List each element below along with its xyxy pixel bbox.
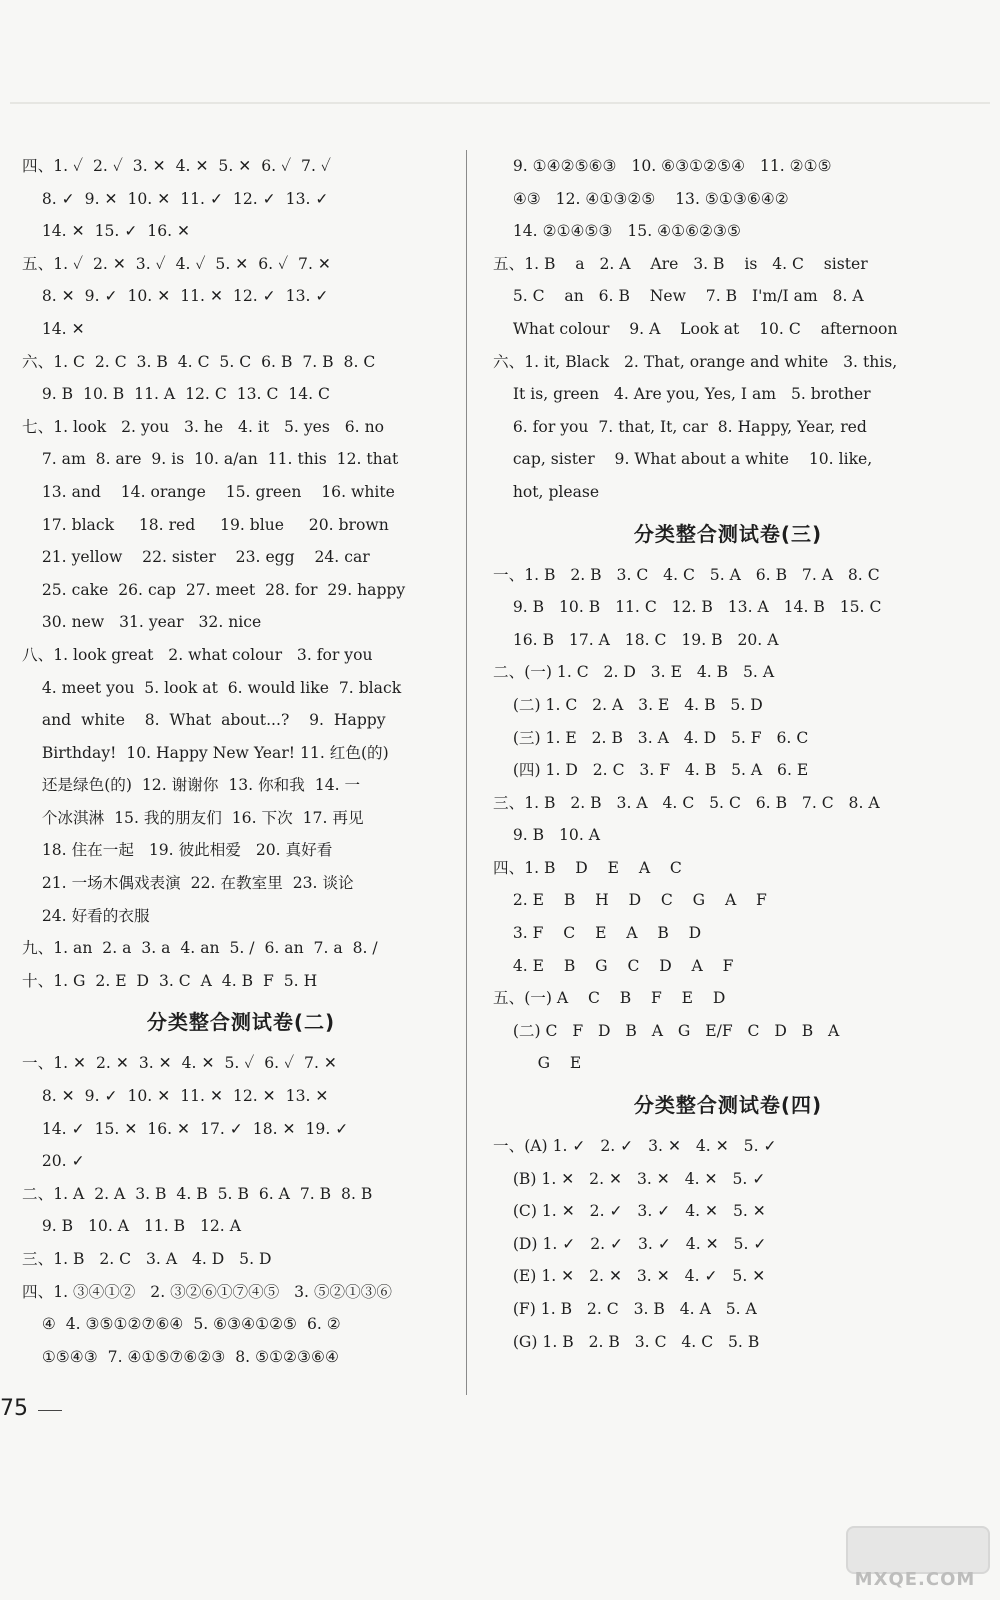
answer-line: (G) 1. B 2. B 3. C 4. C 5. B <box>493 1332 760 1351</box>
answer-line: 五、1. B a 2. A Are 3. B is 4. C sister <box>493 254 868 273</box>
answer-line: 13. and 14. orange 15. green 16. white <box>22 482 395 501</box>
scan-artifact-line <box>10 102 990 104</box>
answer-line: ④③ 12. ④①③②⑤ 13. ⑤①③⑥④② <box>493 189 789 208</box>
answer-line: 一、(A) 1. ✓ 2. ✓ 3. ✕ 4. ✕ 5. ✓ <box>493 1137 777 1156</box>
answer-line: 七、1. look 2. you 3. he 4. it 5. yes 6. no <box>22 417 384 436</box>
answer-line: 二、(一) 1. C 2. D 3. E 4. B 5. A <box>493 663 775 682</box>
answer-line: 四、1. ✓ 2. ✓ 3. ✕ 4. ✕ 5. ✕ 6. ✓ 7. ✓ <box>22 157 331 175</box>
answer-line: 20. ✓ <box>22 1152 85 1171</box>
answer-line: 三、1. B 2. B 3. A 4. C 5. C 6. B 7. C 8. A <box>493 793 880 812</box>
answer-line: 17. black 18. red 19. blue 20. brown <box>22 515 389 534</box>
answer-line: 16. B 17. A 18. C 19. B 20. A <box>493 630 779 649</box>
answer-line: (D) 1. ✓ 2. ✓ 3. ✓ 4. ✕ 5. ✓ <box>493 1234 767 1253</box>
answer-line: 9. B 10. A <box>493 826 601 845</box>
answer-line: 8. ✕ 9. ✓ 10. ✕ 11. ✕ 12. ✕ 13. ✕ <box>22 1087 329 1106</box>
answer-line: 6. for you 7. that, It, car 8. Happy, Year, red <box>493 417 867 436</box>
page-number: 75 <box>0 1396 28 1421</box>
section-title: 分类整合测试卷(四) <box>633 1093 823 1118</box>
answer-line: 9. B 10. A 11. B 12. A <box>22 1217 241 1236</box>
section-title: 分类整合测试卷(二) <box>146 1010 336 1035</box>
answer-line: 个冰淇淋 15. 我的朋友们 16. 下次 17. 再见 <box>22 808 364 827</box>
right-column <box>493 150 963 1358</box>
answer-line: 9. B 10. B 11. A 12. C 13. C 14. C <box>22 385 330 404</box>
answer-line: ④ 4. ③⑤①②⑦⑥④ 5. ⑥③④①②⑤ 6. ② <box>22 1315 341 1334</box>
answer-line: 三、1. B 2. C 3. A 4. D 5. D <box>22 1250 272 1268</box>
answer-line: What colour 9. A Look at 10. C afternoon <box>493 319 898 338</box>
watermark-logo <box>846 1526 990 1574</box>
answer-line: 九、1. an 2. a 3. a 4. an 5. / 6. an 7. a 8. / <box>22 939 378 958</box>
answer-line: (C) 1. ✕ 2. ✓ 3. ✓ 4. ✕ 5. ✕ <box>493 1202 766 1221</box>
answer-line: (三) 1. E 2. B 3. A 4. D 5. F 6. C <box>493 728 809 747</box>
answer-line: and white 8. What about...? 9. Happy <box>22 711 386 730</box>
watermark-url: MXQE.COM <box>854 1569 976 1590</box>
answer-line: (B) 1. ✕ 2. ✕ 3. ✕ 4. ✕ 5. ✓ <box>493 1169 766 1188</box>
answer-line: 7. am 8. are 9. is 10. a/an 11. this 12. that <box>22 450 399 469</box>
answer-line: 8. ✓ 9. ✕ 10. ✕ 11. ✓ 12. ✓ 13. ✓ <box>22 189 329 208</box>
answer-line: 八、1. look great 2. what colour 3. for you <box>22 645 373 664</box>
answer-line: 六、1. it, Black 2. That, orange and white 3. this, <box>493 352 898 371</box>
answer-line: 21. 一场木偶戏表演 22. 在教室里 23. 谈论 <box>22 874 354 893</box>
column-divider <box>466 150 467 1395</box>
answer-line: G E <box>493 1054 582 1073</box>
answer-line: 4. E B G C D A F <box>493 956 734 975</box>
answer-line: (二) 1. C 2. A 3. E 4. B 5. D <box>493 695 763 714</box>
answer-line: 4. meet you 5. look at 6. would like 7. black <box>22 678 402 697</box>
answer-line: (F) 1. B 2. C 3. B 4. A 5. A <box>493 1300 757 1318</box>
answer-line: 五、1. ✓ 2. ✕ 3. ✓ 4. ✓ 5. ✕ 6. ✓ 7. ✕ <box>22 254 331 273</box>
watermark <box>840 1526 990 1590</box>
answer-line: hot, please <box>493 482 600 501</box>
answer-line: 14. ✕ 15. ✓ 16. ✕ <box>22 222 191 241</box>
answer-line: (二) C F D B A G E/F C D B A <box>493 1021 840 1040</box>
answer-line: ①⑤④③ 7. ④①⑤⑦⑥②③ 8. ⑤①②③⑥④ <box>22 1347 339 1366</box>
answer-line: 8. ✕ 9. ✓ 10. ✕ 11. ✕ 12. ✓ 13. ✓ <box>22 287 329 306</box>
answer-line: 六、1. C 2. C 3. B 4. C 5. C 6. B 7. B 8. C <box>22 352 376 371</box>
answer-line: 还是绿色(的) 12. 谢谢你 13. 你和我 14. 一 <box>22 776 361 795</box>
left-column <box>22 150 460 1373</box>
answer-line: 四、1. B D E A C <box>493 858 682 877</box>
answer-line: 14. ✓ 15. ✕ 16. ✕ 17. ✓ 18. ✕ 19. ✓ <box>22 1119 349 1138</box>
answer-line: 9. B 10. B 11. C 12. B 13. A 14. B 15. C <box>493 598 882 617</box>
answer-line: 9. ①④②⑤⑥③ 10. ⑥③①②⑤④ 11. ②①⑤ <box>493 157 832 175</box>
answer-line: 21. yellow 22. sister 23. egg 24. car <box>22 548 370 567</box>
answer-line: 一、1. ✕ 2. ✕ 3. ✕ 4. ✕ 5. ✓ 6. ✓ 7. ✕ <box>22 1054 337 1073</box>
answer-line: 30. new 31. year 32. nice <box>22 613 262 632</box>
answer-line: 2. E B H D C G A F <box>493 891 767 910</box>
answer-line: (E) 1. ✕ 2. ✕ 3. ✕ 4. ✓ 5. ✕ <box>493 1267 766 1286</box>
answer-line: 14. ②①④⑤③ 15. ④①⑥②③⑤ <box>493 222 741 241</box>
answer-line: 十、1. G 2. E D 3. C A 4. B F 5. H <box>22 971 318 990</box>
answer-line: 3. F C E A B D <box>493 924 702 943</box>
answer-line: 5. C an 6. B New 7. B I'm/I am 8. A <box>493 287 864 306</box>
answer-line: It is, green 4. Are you, Yes, I am 5. brother <box>493 385 871 404</box>
answer-line: 24. 好看的衣服 <box>22 906 150 925</box>
answer-line: 四、1. ③④①② 2. ③②⑥①⑦④⑤ 3. ⑤②①③⑥ <box>22 1282 392 1301</box>
answer-line: 一、1. B 2. B 3. C 4. C 5. A 6. B 7. A 8. C <box>493 565 880 584</box>
answer-line: 二、1. A 2. A 3. B 4. B 5. B 6. A 7. B 8. B <box>22 1184 373 1203</box>
answer-line: cap, sister 9. What about a white 10. like, <box>493 450 873 469</box>
page-number-dash <box>38 1410 62 1411</box>
answer-line: 25. cake 26. cap 27. meet 28. for 29. happy <box>22 580 406 599</box>
answer-line: (四) 1. D 2. C 3. F 4. B 5. A 6. E <box>493 761 809 780</box>
section-title: 分类整合测试卷(三) <box>633 521 823 546</box>
answer-line: 18. 住在一起 19. 彼此相爱 20. 真好看 <box>22 841 333 860</box>
answer-line: 14. ✕ <box>22 319 85 338</box>
answer-line: 五、(一) A C B F E D <box>493 989 726 1008</box>
answer-line: Birthday! 10. Happy New Year! 11. 红色(的) <box>22 743 389 762</box>
